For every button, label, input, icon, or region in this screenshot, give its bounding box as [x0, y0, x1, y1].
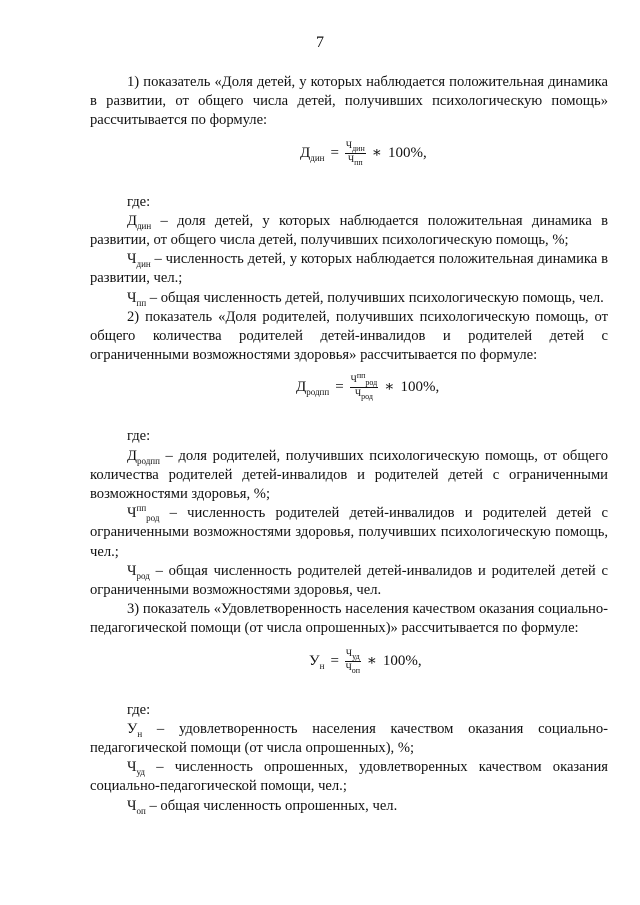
definition: $Ч_{пп}$ – общая численность детей, получивших психологическую помощь, чел.: [127, 289, 604, 308]
document-body: [90, 73, 608, 816]
definition: $Ч_{род}$ – общая численность родителей детей-инвалидов и родителей детей с ограниченными возможностями здоровья, чел.: [90, 562, 608, 599]
definition: $Ч_{оп}$ – общая численность опрошенных, чел.: [127, 797, 398, 816]
where-label-3: где:: [127, 701, 151, 718]
formula-3: $У_н$ = $\frac{Ч_{уд}}{Ч_{оп}}$ ∗ 100%,: [309, 648, 422, 675]
where-label-1: где:: [127, 193, 151, 210]
definition: $Ч_{дин}$ – численность детей, у которых наблюдается положительная динамика в развитии, чел.;: [90, 251, 608, 287]
formula-3-lhs: $У_н$: [309, 652, 325, 671]
formula-2-lhs: $Д_{родпп}$: [296, 379, 330, 398]
formula-1-lhs: $Д_{дин}$: [300, 144, 325, 163]
definition: $Ч_{уд}$ – численность опрошенных, удовлетворенных качеством оказания социально-педагогической помощи, чел.;: [90, 759, 608, 795]
formula-3-fraction: $\frac{Ч_{уд}}{Ч_{оп}}$: [345, 648, 361, 675]
formula-2-fraction: $\frac{Ч^{пп}_{род}}{Ч_{род}}$: [350, 371, 378, 402]
indicator-2-intro: 2) показатель «Доля родителей, получивших психологическую помощь, от общего количества родителей детей-инвалидов и родителей детей с ограниченными возможностями здоровья» рассчитывается по формуле:: [90, 308, 608, 364]
where-label-2: где:: [127, 428, 151, 445]
definition: $Ч^{пп}_{род}$ – численность родителей детей-инвалидов и родителей детей с ограниченными возможностями здоровья, получивших психологическую помощь, чел.;: [90, 503, 608, 560]
definition: $У_н$ – удовлетворенность населения качеством оказания социально-педагогической помощи (от числа опрошенных), %;: [90, 720, 608, 757]
definition: $Д_{дин}$ – доля детей, у которых наблюдается положительная динамика в развитии, от общего числа детей, получивших психологическую помощь, %;: [90, 212, 608, 249]
formula-1-fraction: $\frac{Ч_{дин}}{Ч_{пп}}$: [345, 140, 365, 167]
formula-1: $Д_{дин}$ = $\frac{Ч_{дин}}{Ч_{пп}}$ ∗ 100%,: [300, 140, 427, 167]
formula-2: $Д_{родпп}$ = $\frac{Ч^{пп}_{род}}{Ч_{род}}$ ∗ 100%,: [296, 371, 440, 402]
page-number: 7: [316, 34, 324, 51]
definition: $Д_{родпп}$ – доля родителей, получивших психологическую помощь, от общего количества родителей детей-инвалидов и родителей детей с ограниченными возможностями здоровья, %;: [90, 447, 608, 503]
indicator-3-intro: 3) показатель «Удовлетворенность населения качеством оказания социально-педагогической помощи (от числа опрошенных)» рассчитывается по формуле:: [90, 601, 608, 637]
indicator-1-intro: 1) показатель «Доля детей, у которых наблюдается положительная динамика в развитии, от общего числа детей, получивших психологическую помощь» рассчитывается по формуле:: [90, 74, 608, 129]
